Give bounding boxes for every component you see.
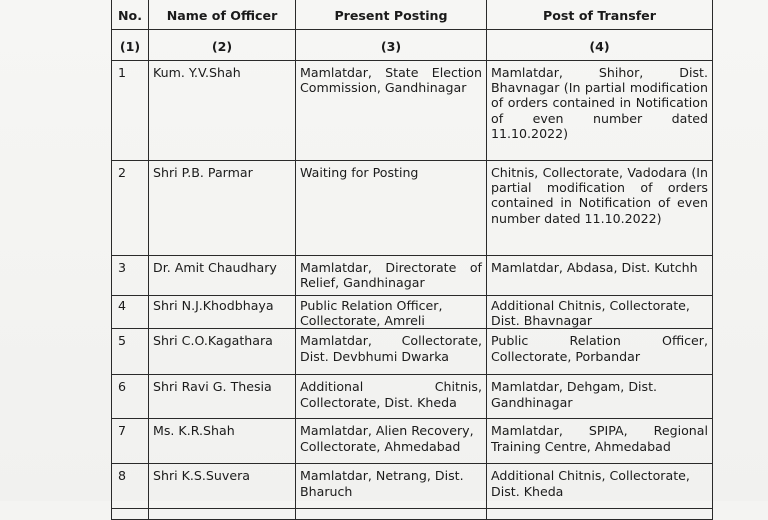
transfer-table	[111, 0, 713, 520]
header-row	[112, 0, 713, 30]
header-name-of-officer: Name of Officer	[149, 0, 296, 30]
empty-cell	[487, 509, 713, 520]
officer-name: Shri N.J.Khodbhaya	[149, 296, 296, 329]
officer-name: Kum. Y.V.Shah	[149, 61, 296, 161]
table-row	[112, 329, 713, 375]
row-number: 1	[112, 61, 149, 161]
present-posting: Mamlatdar, Alien Recovery, Collectorate, Ahmedabad	[296, 419, 487, 464]
row-number: 6	[112, 375, 149, 419]
present-posting: Mamlatdar, State Election Commission, Gandhinagar	[296, 61, 487, 161]
post-of-transfer: Mamlatdar, SPIPA, Regional Training Centre, Ahmedabad	[487, 419, 713, 464]
officer-name: Shri Ravi G. Thesia	[149, 375, 296, 419]
post-of-transfer: Mamlatdar, Abdasa, Dist. Kutchh	[487, 256, 713, 296]
table-row-partial	[112, 509, 713, 520]
table-row	[112, 296, 713, 329]
empty-cell	[149, 509, 296, 520]
post-of-transfer: Public Relation Officer, Collectorate, Porbandar	[487, 329, 713, 375]
column-number: (1)	[112, 30, 149, 61]
empty-cell	[296, 509, 487, 520]
officer-name: Shri C.O.Kagathara	[149, 329, 296, 375]
officer-name: Dr. Amit Chaudhary	[149, 256, 296, 296]
table-row	[112, 256, 713, 296]
header-post-of-transfer: Post of Transfer	[487, 0, 713, 30]
present-posting: Mamlatdar, Netrang, Dist. Bharuch	[296, 464, 487, 509]
header-present-posting: Present Posting	[296, 0, 487, 30]
table-row	[112, 464, 713, 509]
row-number: 7	[112, 419, 149, 464]
officer-name: Shri P.B. Parmar	[149, 161, 296, 256]
post-of-transfer: Additional Chitnis, Collectorate, Dist. Bhavnagar	[487, 296, 713, 329]
officer-name: Shri K.S.Suvera	[149, 464, 296, 509]
row-number: 4	[112, 296, 149, 329]
column-number: (4)	[487, 30, 713, 61]
present-posting: Mamlatdar, Directorate of Relief, Gandhinagar	[296, 256, 487, 296]
empty-cell	[112, 509, 149, 520]
table-row	[112, 61, 713, 161]
present-posting: Waiting for Posting	[296, 161, 487, 256]
present-posting: Additional Chitnis, Collectorate, Dist. Kheda	[296, 375, 487, 419]
officer-name: Ms. K.R.Shah	[149, 419, 296, 464]
column-number-row	[112, 30, 713, 61]
post-of-transfer: Mamlatdar, Dehgam, Dist. Gandhinagar	[487, 375, 713, 419]
present-posting: Public Relation Officer, Collectorate, Amreli	[296, 296, 487, 329]
table-row	[112, 161, 713, 256]
post-of-transfer: Mamlatdar, Shihor, Dist. Bhavnagar (In partial modification of orders contained in Notification of even number dated 11.10.2022)	[487, 61, 713, 161]
column-number: (2)	[149, 30, 296, 61]
row-number: 5	[112, 329, 149, 375]
header-no: No.	[112, 0, 149, 30]
post-of-transfer: Additional Chitnis, Collectorate, Dist. Kheda	[487, 464, 713, 509]
table-row	[112, 375, 713, 419]
post-of-transfer: Chitnis, Collectorate, Vadodara (In partial modification of orders contained in Notification of even number dated 11.10.2022)	[487, 161, 713, 256]
row-number: 3	[112, 256, 149, 296]
present-posting: Mamlatdar, Collectorate, Dist. Devbhumi Dwarka	[296, 329, 487, 375]
row-number: 2	[112, 161, 149, 256]
table-row	[112, 419, 713, 464]
column-number: (3)	[296, 30, 487, 61]
row-number: 8	[112, 464, 149, 509]
